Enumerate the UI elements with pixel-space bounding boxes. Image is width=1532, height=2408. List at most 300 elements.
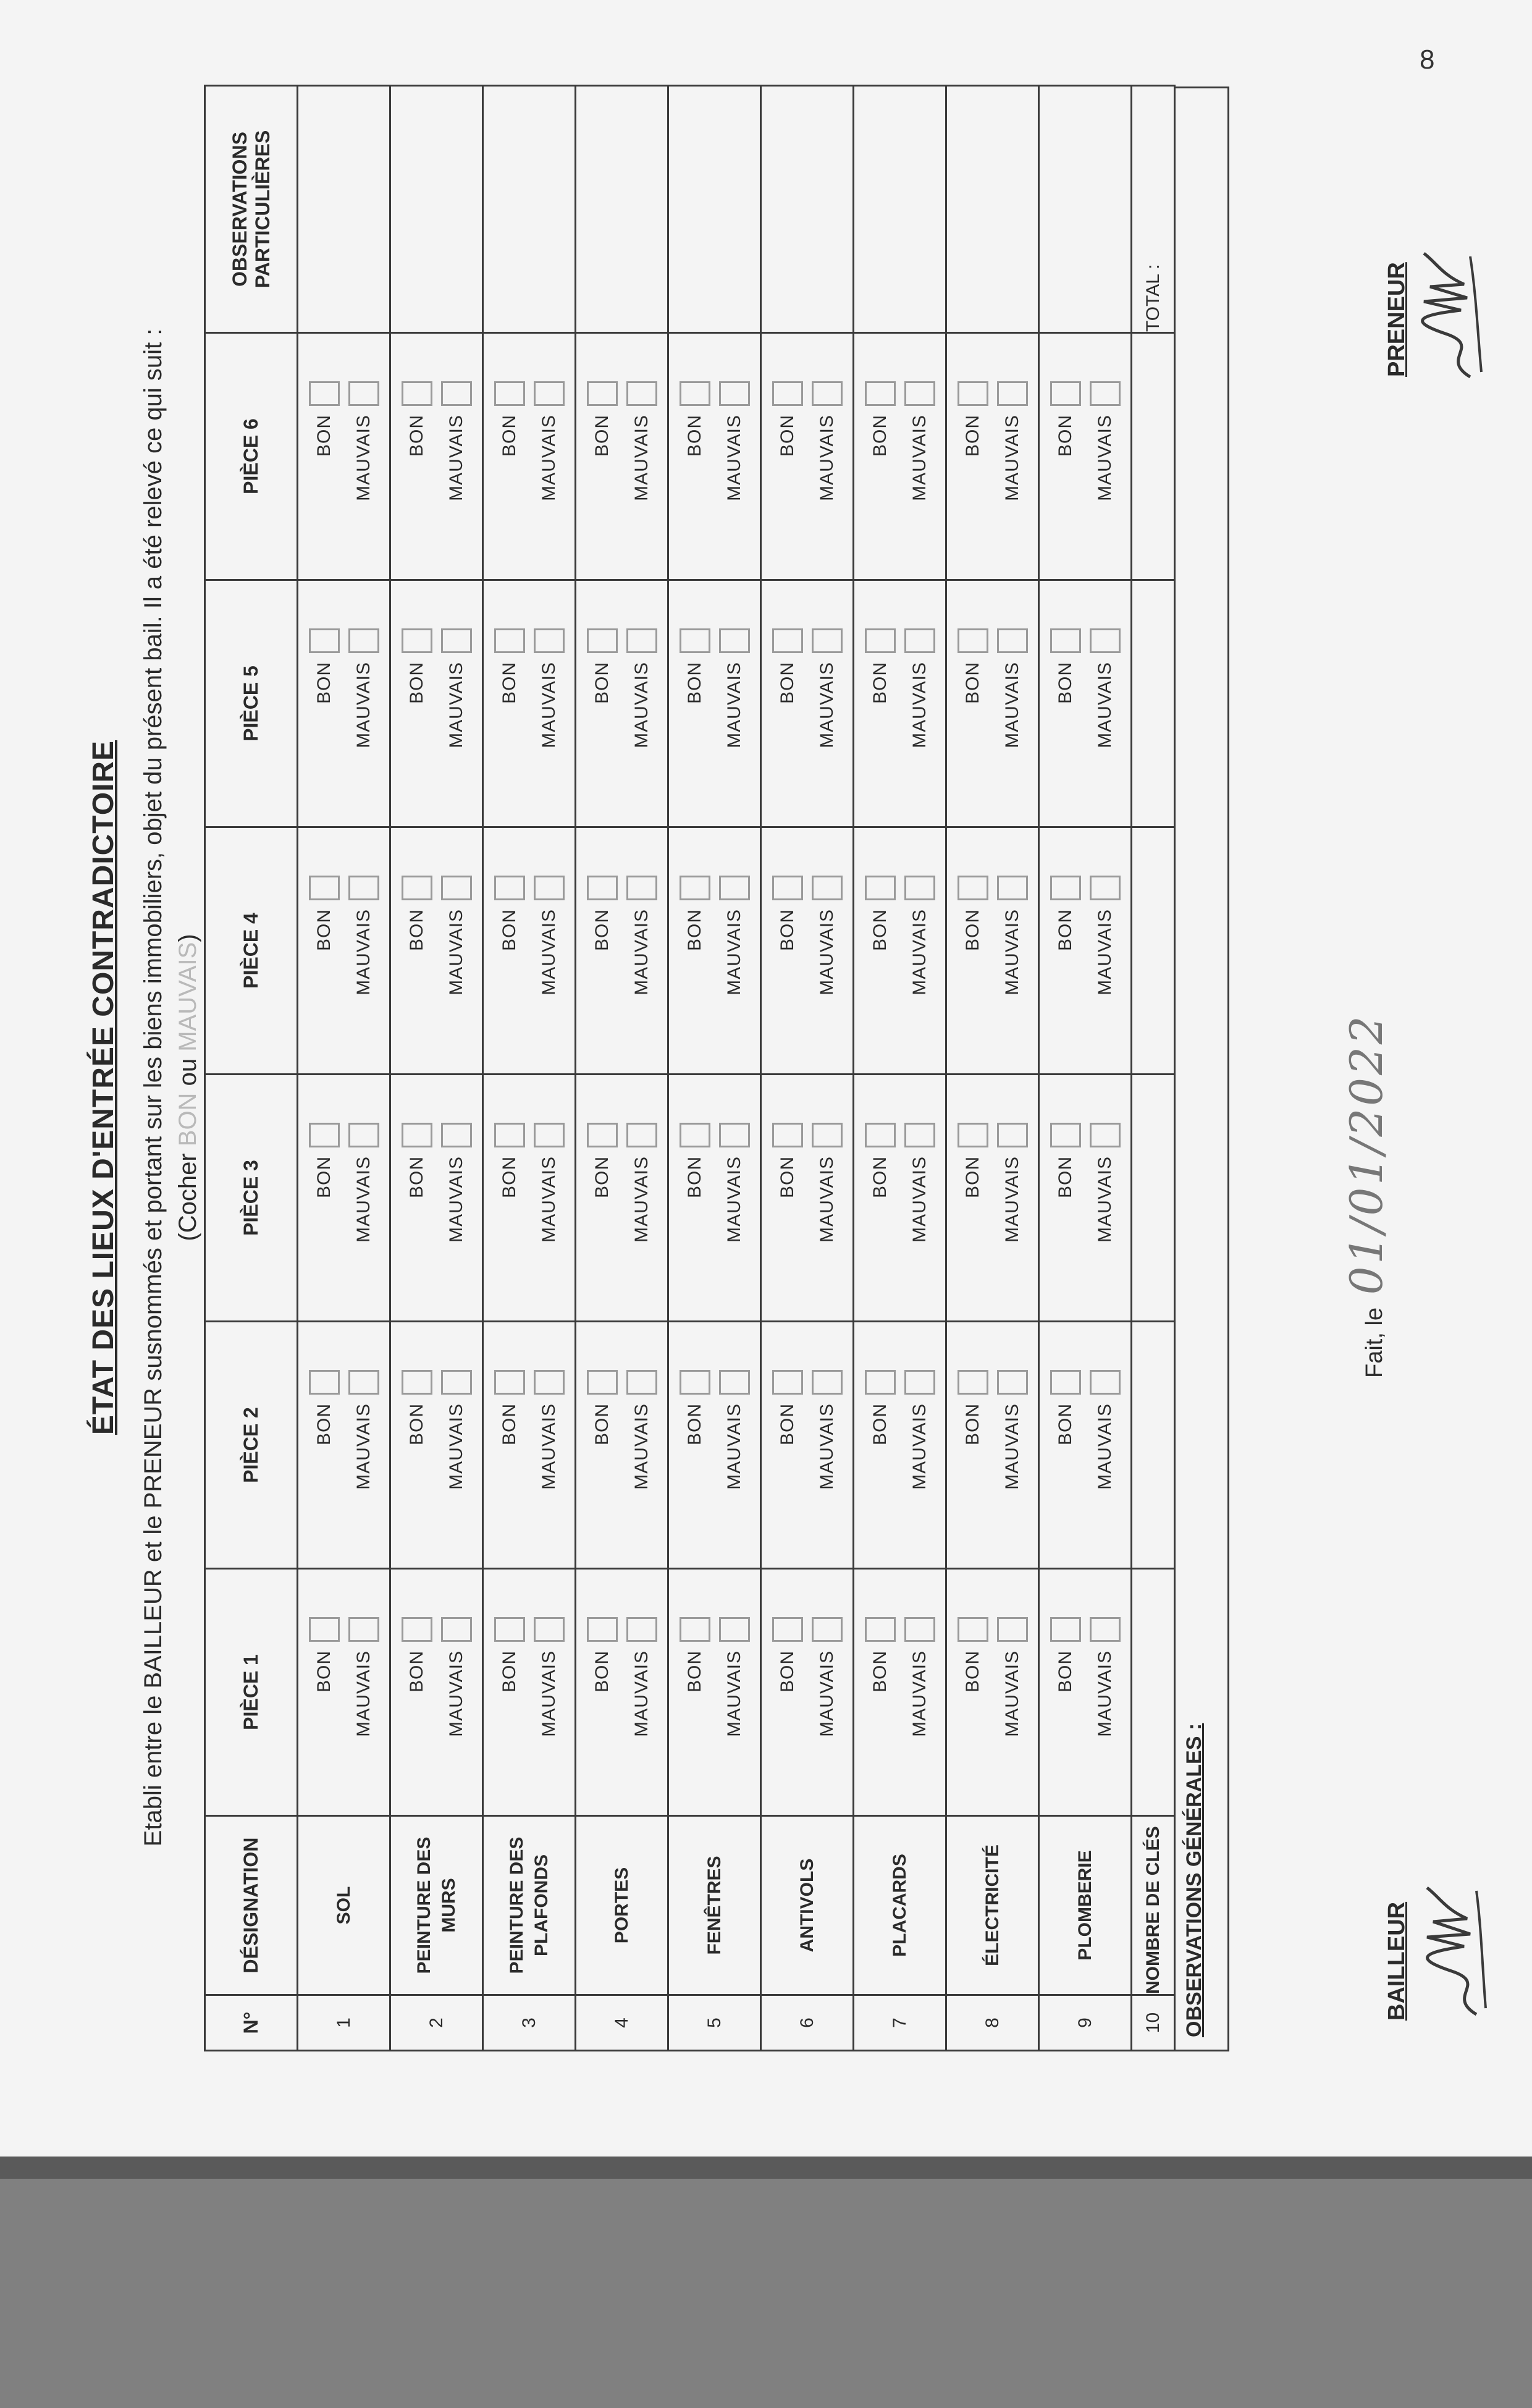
bon-checkbox[interactable] [680, 381, 710, 406]
mauvais-checkbox[interactable] [719, 1617, 750, 1642]
row-designation: SOL [298, 1816, 390, 1995]
mauvais-option [441, 1617, 472, 1796]
keys-cell-4[interactable] [1132, 827, 1175, 1075]
bon-checkbox[interactable] [309, 876, 340, 900]
rating-options [402, 1075, 472, 1320]
mauvais-option [1090, 381, 1121, 560]
mauvais-checkbox[interactable] [348, 628, 379, 653]
mauvais-checkbox[interactable] [719, 1123, 750, 1147]
mauvais-label: MAUVAIS [723, 1156, 744, 1243]
bon-checkbox[interactable] [402, 1370, 432, 1395]
bon-checkbox[interactable] [958, 628, 988, 653]
bon-option [865, 876, 896, 1055]
bon-label: BON [869, 909, 890, 952]
document-sheet [74, 87, 1495, 2089]
bon-label: BON [869, 415, 890, 457]
mauvais-label: MAUVAIS [1001, 662, 1022, 748]
bon-checkbox[interactable] [402, 1123, 432, 1147]
row-designation: PEINTURE DES MURS [390, 1816, 483, 1995]
mauvais-label: MAUVAIS [909, 662, 930, 748]
bon-checkbox[interactable] [772, 1617, 803, 1642]
bon-checkbox[interactable] [494, 1370, 525, 1395]
mauvais-checkbox[interactable] [534, 1123, 565, 1147]
mauvais-label: MAUVAIS [1001, 1650, 1022, 1737]
mauvais-checkbox[interactable] [626, 1123, 657, 1147]
bon-option [865, 1370, 896, 1549]
mauvais-checkbox[interactable] [1090, 1617, 1121, 1642]
header-designation: DÉSIGNATION [205, 1816, 298, 1995]
mauvais-label: MAUVAIS [631, 1403, 652, 1490]
intro-line: Etabli entre le BAILLEUR et le PRENEUR susnommés et portant sur les biens immobiliers, objet du présent bail. Il a été relevé ce qui suit : [140, 328, 167, 1847]
mauvais-checkbox[interactable] [997, 1370, 1028, 1395]
piece-1-cell [761, 1569, 854, 1816]
rating-options [680, 581, 750, 826]
rating-options [587, 1075, 657, 1320]
mauvais-label: MAUVAIS [909, 1156, 930, 1243]
mauvais-checkbox[interactable] [812, 1370, 843, 1395]
bon-label: BON [869, 1650, 890, 1693]
mauvais-checkbox[interactable] [997, 381, 1028, 406]
mauvais-option [904, 1370, 935, 1549]
mauvais-checkbox[interactable] [904, 876, 935, 900]
bon-label: BON [684, 1156, 705, 1199]
mauvais-checkbox[interactable] [812, 1617, 843, 1642]
bon-checkbox[interactable] [587, 1370, 618, 1395]
bon-checkbox[interactable] [494, 1617, 525, 1642]
mauvais-label: MAUVAIS [538, 909, 559, 995]
bon-checkbox[interactable] [309, 628, 340, 653]
keys-cell-5[interactable] [1132, 580, 1175, 827]
bon-label: BON [406, 1403, 427, 1446]
mauvais-label: MAUVAIS [538, 415, 559, 501]
mauvais-option [812, 381, 843, 560]
bon-checkbox[interactable] [587, 381, 618, 406]
mauvais-checkbox[interactable] [626, 1370, 657, 1395]
mauvais-checkbox[interactable] [719, 381, 750, 406]
mauvais-checkbox[interactable] [348, 876, 379, 900]
row-designation: FENÊTRES [668, 1816, 761, 1995]
bon-option [309, 1617, 340, 1796]
mauvais-checkbox[interactable] [441, 1123, 472, 1147]
mauvais-option [812, 1123, 843, 1302]
mauvais-option [812, 876, 843, 1055]
mauvais-checkbox[interactable] [719, 1370, 750, 1395]
mauvais-label: MAUVAIS [816, 909, 837, 995]
mauvais-label: MAUVAIS [445, 1650, 466, 1737]
bon-checkbox[interactable] [494, 628, 525, 653]
keys-cell-1[interactable] [1132, 1569, 1175, 1816]
mauvais-option [719, 628, 750, 808]
bon-checkbox[interactable] [1050, 1123, 1081, 1147]
bon-label: BON [406, 1650, 427, 1693]
keys-cell-3[interactable] [1132, 1075, 1175, 1322]
mauvais-checkbox[interactable] [997, 1123, 1028, 1147]
mauvais-label: MAUVAIS [631, 1650, 652, 1737]
piece-1-cell [854, 1569, 946, 1816]
mauvais-option [534, 876, 565, 1055]
bon-checkbox[interactable] [587, 876, 618, 900]
mauvais-checkbox[interactable] [348, 381, 379, 406]
bon-checkbox[interactable] [772, 381, 803, 406]
header-observations: OBSERVATIONS PARTICULIÈRES [205, 86, 298, 333]
mauvais-option [441, 1123, 472, 1302]
bon-label: BON [962, 909, 983, 952]
mauvais-checkbox[interactable] [1090, 1370, 1121, 1395]
mauvais-checkbox[interactable] [348, 1370, 379, 1395]
mauvais-option [348, 628, 379, 808]
mauvais-checkbox[interactable] [441, 1370, 472, 1395]
rating-options [680, 1569, 750, 1815]
inspection-table [204, 85, 1176, 2051]
rating-options [680, 334, 750, 579]
mauvais-checkbox[interactable] [904, 1370, 935, 1395]
bon-label: BON [499, 662, 520, 704]
rating-options [494, 1075, 565, 1320]
mauvais-checkbox[interactable] [904, 381, 935, 406]
mauvais-checkbox[interactable] [626, 381, 657, 406]
header-piece-1: PIÈCE 1 [205, 1569, 298, 1816]
piece-3-cell [668, 1075, 761, 1322]
bon-checkbox[interactable] [587, 628, 618, 653]
header-piece-5: PIÈCE 5 [205, 580, 298, 827]
piece-3-cell [390, 1075, 483, 1322]
row-designation: PORTES [576, 1816, 668, 1995]
bon-checkbox[interactable] [309, 1617, 340, 1642]
mauvais-checkbox[interactable] [719, 876, 750, 900]
observations-cell[interactable] [576, 86, 668, 333]
mauvais-checkbox[interactable] [1090, 1123, 1121, 1147]
bon-checkbox[interactable] [772, 1123, 803, 1147]
rating-options [587, 334, 657, 579]
mauvais-option [997, 876, 1028, 1055]
mauvais-checkbox[interactable] [997, 1617, 1028, 1642]
bon-option [309, 381, 340, 560]
observations-cell[interactable] [946, 86, 1039, 333]
rating-options [865, 581, 935, 826]
bon-checkbox[interactable] [865, 876, 896, 900]
bon-checkbox[interactable] [865, 381, 896, 406]
observations-cell[interactable] [483, 86, 576, 333]
bon-checkbox[interactable] [494, 381, 525, 406]
rating-options [958, 828, 1028, 1073]
bon-checkbox[interactable] [680, 1617, 710, 1642]
bon-checkbox[interactable] [680, 876, 710, 900]
header-row [205, 86, 298, 2051]
bon-label: BON [777, 909, 798, 952]
bon-option [1050, 628, 1081, 808]
mauvais-checkbox[interactable] [812, 1123, 843, 1147]
bon-checkbox[interactable] [865, 628, 896, 653]
bon-checkbox[interactable] [402, 381, 432, 406]
bon-checkbox[interactable] [1050, 1370, 1081, 1395]
bon-label: BON [406, 415, 427, 457]
bon-checkbox[interactable] [309, 1370, 340, 1395]
mauvais-option [348, 1617, 379, 1796]
bon-label: BON [406, 1156, 427, 1199]
mauvais-checkbox[interactable] [348, 1617, 379, 1642]
rating-options [1050, 1569, 1121, 1815]
bon-option [587, 1123, 618, 1302]
mauvais-label: MAUVAIS [1001, 1156, 1022, 1243]
bon-checkbox[interactable] [402, 628, 432, 653]
piece-1-cell [1039, 1569, 1132, 1816]
rating-options [865, 1569, 935, 1815]
bon-label: BON [962, 1403, 983, 1446]
mauvais-option [997, 381, 1028, 560]
bon-checkbox[interactable] [680, 1370, 710, 1395]
mauvais-checkbox[interactable] [812, 381, 843, 406]
bon-checkbox[interactable] [958, 381, 988, 406]
mauvais-checkbox[interactable] [441, 381, 472, 406]
mauvais-label: MAUVAIS [909, 1403, 930, 1490]
made-on-date: 01/01/2022 [1340, 1013, 1392, 1295]
intro-close: ) [174, 934, 201, 942]
mauvais-checkbox[interactable] [1090, 876, 1121, 900]
mauvais-checkbox[interactable] [719, 628, 750, 653]
mauvais-checkbox[interactable] [626, 628, 657, 653]
mauvais-checkbox[interactable] [997, 876, 1028, 900]
mauvais-checkbox[interactable] [626, 1617, 657, 1642]
bon-option [494, 1123, 525, 1302]
bon-checkbox[interactable] [680, 628, 710, 653]
bon-label: BON [499, 415, 520, 457]
preneur-label: PRENEUR [1384, 262, 1410, 377]
bon-option [865, 381, 896, 560]
mauvais-option [534, 1123, 565, 1302]
observations-cell[interactable] [298, 86, 390, 333]
bon-option [494, 1370, 525, 1549]
piece-4-cell [668, 827, 761, 1075]
mauvais-label: MAUVAIS [538, 662, 559, 748]
bon-checkbox[interactable] [772, 1370, 803, 1395]
bon-option [402, 1617, 432, 1796]
mauvais-checkbox[interactable] [997, 628, 1028, 653]
bon-checkbox[interactable] [587, 1617, 618, 1642]
mauvais-checkbox[interactable] [904, 1617, 935, 1642]
intro-mauvais: MAUVAIS [174, 942, 201, 1052]
bon-label: BON [777, 1403, 798, 1446]
bon-label: BON [591, 1156, 612, 1199]
table-row [946, 86, 1039, 2051]
keys-cell-2[interactable] [1132, 1322, 1175, 1569]
bon-checkbox[interactable] [309, 1123, 340, 1147]
rating-options [402, 334, 472, 579]
bon-checkbox[interactable] [1050, 876, 1081, 900]
bon-option [865, 1123, 896, 1302]
bon-checkbox[interactable] [865, 1123, 896, 1147]
rating-options [587, 1322, 657, 1568]
mauvais-label: MAUVAIS [353, 1650, 374, 1737]
rating-options [402, 581, 472, 826]
row-designation: PEINTURE DES PLAFONDS [483, 1816, 576, 1995]
row-designation: PLACARDS [854, 1816, 946, 1995]
bon-checkbox[interactable] [494, 1123, 525, 1147]
mauvais-checkbox[interactable] [1090, 628, 1121, 653]
mauvais-checkbox[interactable] [534, 1370, 565, 1395]
rating-options [865, 828, 935, 1073]
mauvais-option [719, 1617, 750, 1796]
mauvais-option [441, 876, 472, 1055]
rating-options [772, 828, 843, 1073]
mauvais-checkbox[interactable] [441, 1617, 472, 1642]
mauvais-label: MAUVAIS [909, 1650, 930, 1737]
keys-cell-6[interactable] [1132, 333, 1175, 580]
bon-label: BON [962, 1650, 983, 1693]
scanner-edge [0, 2157, 1532, 2179]
mauvais-option [904, 381, 935, 560]
bon-label: BON [313, 909, 334, 952]
bon-checkbox[interactable] [402, 876, 432, 900]
rating-options [309, 581, 379, 826]
piece-5-cell [576, 580, 668, 827]
bon-option [402, 628, 432, 808]
bon-label: BON [591, 415, 612, 457]
document-title: ÉTAT DES LIEUX D'ENTRÉE CONTRADICTOIRE [87, 740, 120, 1435]
mauvais-option [1090, 1370, 1121, 1549]
bon-checkbox[interactable] [958, 1123, 988, 1147]
observations-cell[interactable] [1039, 86, 1132, 333]
bon-checkbox[interactable] [865, 1617, 896, 1642]
mauvais-option [997, 1617, 1028, 1796]
bon-checkbox[interactable] [1050, 628, 1081, 653]
bon-option [494, 1617, 525, 1796]
mauvais-checkbox[interactable] [812, 876, 843, 900]
bon-checkbox[interactable] [958, 1370, 988, 1395]
mauvais-option [441, 1370, 472, 1549]
rating-options [772, 1075, 843, 1320]
mauvais-checkbox[interactable] [441, 628, 472, 653]
mauvais-label: MAUVAIS [1094, 1156, 1115, 1243]
rating-options [309, 1075, 379, 1320]
rating-options [494, 1322, 565, 1568]
piece-3-cell [298, 1075, 390, 1322]
rating-options [1050, 581, 1121, 826]
mauvais-option [534, 1617, 565, 1796]
observations-cell[interactable] [668, 86, 761, 333]
piece-5-cell [483, 580, 576, 827]
mauvais-option [904, 628, 935, 808]
rating-options [309, 1569, 379, 1815]
mauvais-checkbox[interactable] [904, 628, 935, 653]
preneur-signature [1408, 247, 1489, 383]
mauvais-checkbox[interactable] [534, 381, 565, 406]
rating-options [402, 828, 472, 1073]
bon-label: BON [591, 909, 612, 952]
mauvais-label: MAUVAIS [445, 909, 466, 995]
mauvais-label: MAUVAIS [816, 1650, 837, 1737]
mauvais-checkbox[interactable] [904, 1123, 935, 1147]
bon-checkbox[interactable] [494, 876, 525, 900]
bon-checkbox[interactable] [402, 1617, 432, 1642]
intro-text [136, 87, 205, 2089]
mauvais-option [348, 381, 379, 560]
row-number: 4 [576, 1995, 668, 2051]
bon-option [402, 1370, 432, 1549]
piece-2-cell [668, 1322, 761, 1569]
bon-checkbox[interactable] [958, 1617, 988, 1642]
mauvais-option [626, 628, 657, 808]
mauvais-option [626, 1370, 657, 1549]
mauvais-checkbox[interactable] [534, 1617, 565, 1642]
bailleur-signature [1408, 1878, 1495, 2021]
bon-checkbox[interactable] [1050, 381, 1081, 406]
bon-checkbox[interactable] [958, 876, 988, 900]
bon-option [309, 876, 340, 1055]
bon-option [680, 1123, 710, 1302]
piece-5-cell [761, 580, 854, 827]
mauvais-checkbox[interactable] [626, 876, 657, 900]
rating-options [494, 581, 565, 826]
mauvais-option [626, 1617, 657, 1796]
piece-3-cell [761, 1075, 854, 1322]
bon-checkbox[interactable] [772, 628, 803, 653]
table-row [576, 86, 668, 2051]
row-designation: ANTIVOLS [761, 1816, 854, 1995]
mauvais-option [719, 876, 750, 1055]
piece-1-cell [483, 1569, 576, 1816]
mauvais-label: MAUVAIS [1094, 415, 1115, 501]
bon-option [587, 876, 618, 1055]
rating-options [772, 1322, 843, 1568]
mauvais-checkbox[interactable] [348, 1123, 379, 1147]
bon-option [680, 1617, 710, 1796]
mauvais-label: MAUVAIS [816, 415, 837, 501]
piece-5-cell [1039, 580, 1132, 827]
bon-label: BON [313, 1403, 334, 1446]
bon-label: BON [591, 1650, 612, 1693]
mauvais-label: MAUVAIS [445, 1156, 466, 1243]
mauvais-checkbox[interactable] [1090, 381, 1121, 406]
bon-checkbox[interactable] [587, 1123, 618, 1147]
bon-label: BON [777, 1156, 798, 1199]
bon-option [680, 876, 710, 1055]
mauvais-label: MAUVAIS [445, 662, 466, 748]
mauvais-option [719, 1370, 750, 1549]
bon-checkbox[interactable] [680, 1123, 710, 1147]
mauvais-option [904, 876, 935, 1055]
rating-options [587, 581, 657, 826]
mauvais-label: MAUVAIS [1094, 909, 1115, 995]
observations-cell[interactable] [761, 86, 854, 333]
bon-option [772, 1617, 803, 1796]
piece-6-cell [576, 333, 668, 580]
bon-label: BON [962, 662, 983, 704]
mauvais-option [534, 628, 565, 808]
bon-checkbox[interactable] [865, 1370, 896, 1395]
rating-options [402, 1322, 472, 1568]
bon-option [309, 1123, 340, 1302]
bon-option [958, 1123, 988, 1302]
mauvais-label: MAUVAIS [816, 1403, 837, 1490]
rating-options [309, 334, 379, 579]
mauvais-option [441, 381, 472, 560]
observations-cell[interactable] [854, 86, 946, 333]
mauvais-checkbox[interactable] [812, 628, 843, 653]
bon-checkbox[interactable] [1050, 1617, 1081, 1642]
bon-checkbox[interactable] [309, 381, 340, 406]
bon-label: BON [406, 662, 427, 704]
mauvais-checkbox[interactable] [534, 876, 565, 900]
intro-ou: ou [174, 1058, 201, 1086]
rating-options [587, 1569, 657, 1815]
observations-cell[interactable] [390, 86, 483, 333]
mauvais-checkbox[interactable] [534, 628, 565, 653]
mauvais-checkbox[interactable] [441, 876, 472, 900]
mauvais-label: MAUVAIS [816, 662, 837, 748]
intro-bon: BON [174, 1092, 201, 1147]
mauvais-label: MAUVAIS [631, 662, 652, 748]
bon-checkbox[interactable] [772, 876, 803, 900]
